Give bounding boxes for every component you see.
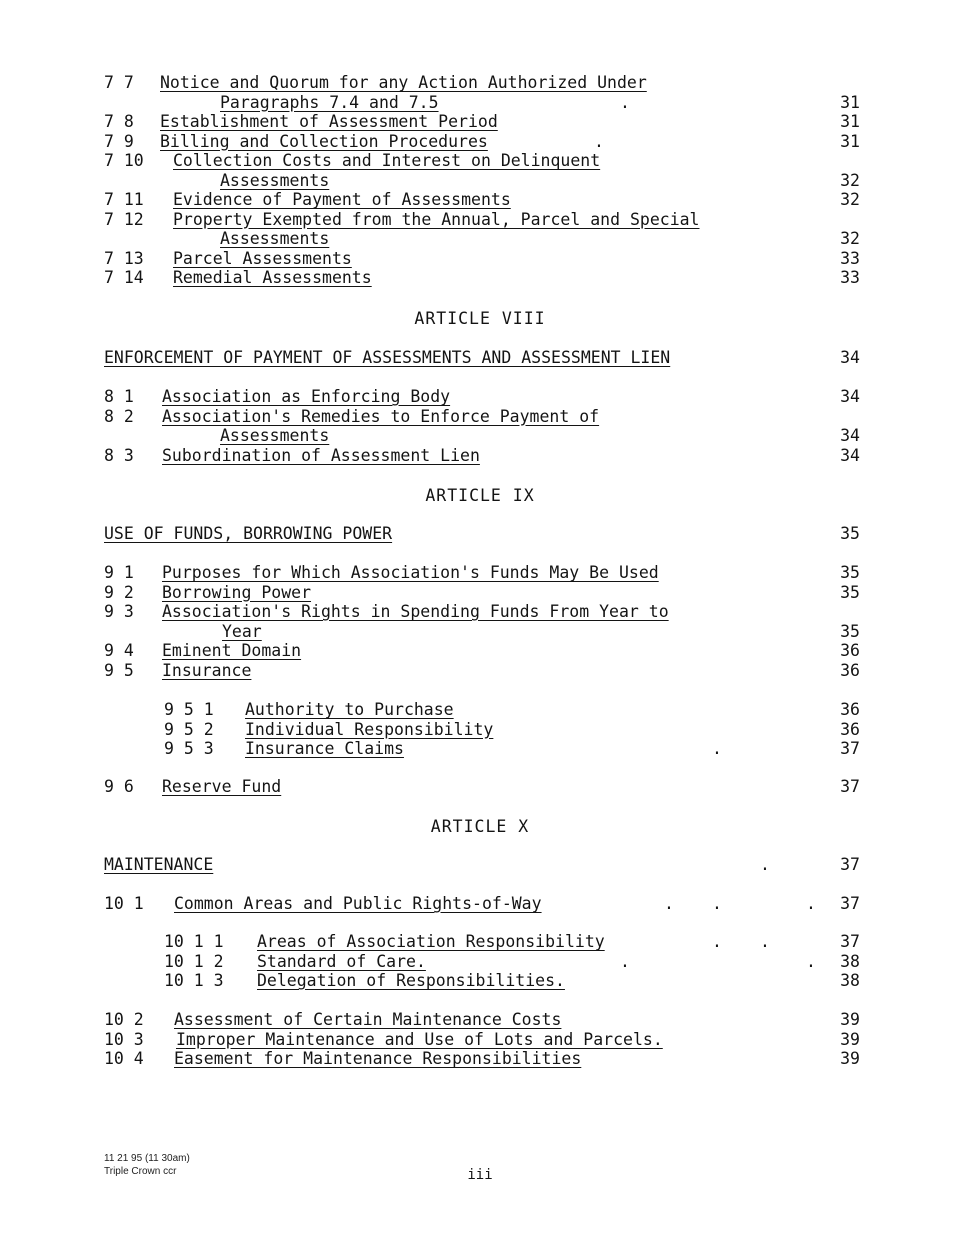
- toc-article-title: [0, 855, 960, 875]
- toc-entry-10-2: [0, 1010, 960, 1030]
- toc-title: Common Areas and Public Rights-of-Way: [174, 894, 542, 913]
- toc-common-areas-subentries: [0, 932, 960, 991]
- toc-reserve-fund: [0, 777, 960, 797]
- toc-entry-9-2: [0, 583, 960, 603]
- toc-title: Individual Responsibility: [245, 719, 494, 739]
- leader-dot: .: [806, 951, 816, 971]
- toc-entry-10-1: [0, 894, 960, 914]
- toc-page: 35: [840, 582, 860, 602]
- leader-dot: .: [760, 932, 770, 951]
- toc-article-title: [0, 524, 960, 544]
- toc-page: 33: [840, 248, 860, 268]
- toc-title-continued: Assessments: [220, 229, 330, 248]
- toc-number: 10 1 1: [164, 932, 224, 951]
- toc-page: 37: [840, 932, 860, 951]
- toc-number: 10 4: [104, 1049, 144, 1068]
- toc-entry-9-5-2: [0, 720, 960, 740]
- toc-title: Eminent Domain: [162, 641, 302, 660]
- toc-entry-7-13: [0, 249, 960, 269]
- toc-page: 34: [840, 387, 860, 406]
- toc-page: 32: [840, 229, 860, 248]
- toc-title: Reserve Fund: [162, 777, 282, 796]
- toc-title: Borrowing Power: [162, 582, 312, 602]
- toc-page: 37: [840, 894, 860, 913]
- toc-number: 9 2: [104, 582, 134, 602]
- toc-page: 37: [840, 739, 860, 758]
- toc-entry-7-12: [0, 210, 960, 230]
- toc-title: Evidence of Payment of Assessments: [173, 190, 511, 209]
- toc-page: 39: [840, 1010, 860, 1029]
- toc-number: 7 8: [104, 112, 134, 131]
- toc-title: Assessment of Certain Maintenance Costs: [174, 1010, 562, 1029]
- toc-entry-8-2: [0, 407, 960, 427]
- toc-title-continued: Assessments: [220, 426, 330, 445]
- toc-number: 7 10: [104, 151, 144, 170]
- toc-entry-9-4: [0, 641, 960, 661]
- article-title: USE OF FUNDS, BORROWING POWER: [104, 524, 393, 543]
- toc-title: Areas of Association Responsibility: [257, 932, 605, 951]
- toc-entry-9-5-3: [0, 739, 960, 759]
- toc-entry-9-5: [0, 661, 960, 681]
- leader-dot: .: [712, 894, 722, 913]
- toc-title: Subordination of Assessment Lien: [162, 445, 480, 465]
- toc-entry-10-1-1: [0, 932, 960, 952]
- article-title: ENFORCEMENT OF PAYMENT OF ASSESSMENTS AND ASSESSMENT LIEN: [104, 348, 671, 367]
- toc-title-continued: Paragraphs 7.4 and 7.5: [220, 92, 439, 112]
- toc-title: Authority to Purchase: [245, 700, 454, 719]
- toc-page: 33: [840, 268, 860, 287]
- toc-title: Improper Maintenance and Use of Lots and Parcels.: [176, 1029, 663, 1049]
- toc-page: 34: [840, 426, 860, 445]
- toc-article-x-entry-10-1: [0, 894, 960, 914]
- toc-number: 8 3: [104, 445, 134, 465]
- toc-article-vii-entries: [0, 73, 960, 288]
- toc-number: 9 5: [104, 660, 134, 680]
- toc-entry-7-14: [0, 268, 960, 288]
- toc-number: 9 6: [104, 777, 134, 796]
- toc-page: 37: [840, 777, 860, 796]
- toc-number: 7 12: [104, 209, 144, 229]
- leader-dot: .: [806, 894, 816, 913]
- toc-entry-8-2-cont: [0, 426, 960, 446]
- toc-page: 35: [840, 524, 860, 543]
- toc-entry-9-3: [0, 602, 960, 622]
- toc-insurance-subentries: [0, 700, 960, 759]
- toc-title: Remedial Assessments: [173, 268, 372, 287]
- toc-entry-7-10-cont: [0, 171, 960, 191]
- toc-number: 9 5 2: [164, 719, 214, 739]
- toc-title: Association's Rights in Spending Funds From Year to: [162, 602, 669, 621]
- leader-dot: .: [712, 739, 722, 758]
- article-heading-viii: ARTICLE VIII: [414, 309, 546, 328]
- toc-number: 7 9: [104, 131, 134, 151]
- toc-title: Insurance Claims: [245, 739, 404, 758]
- toc-page: 35: [840, 621, 860, 641]
- toc-page: 36: [840, 700, 860, 719]
- toc-page: 38: [840, 951, 860, 971]
- toc-page: 39: [840, 1049, 860, 1068]
- toc-title-continued: Assessments: [220, 170, 330, 190]
- toc-title: Standard of Care.: [257, 951, 426, 971]
- toc-entry-9-3-cont: [0, 622, 960, 642]
- toc-title-continued: Year: [222, 621, 262, 641]
- toc-entry-8-3: [0, 446, 960, 466]
- toc-number: 9 3: [104, 602, 134, 621]
- leader-dot: .: [712, 932, 722, 951]
- article-heading-ix: ARTICLE IX: [425, 486, 535, 505]
- page-number: iii: [467, 1167, 493, 1183]
- toc-title: Delegation of Responsibilities.: [257, 971, 565, 990]
- toc-page: 31: [840, 92, 860, 112]
- toc-entry-9-6: [0, 777, 960, 797]
- toc-entry-9-1: [0, 563, 960, 583]
- toc-number: 9 5 1: [164, 700, 214, 719]
- toc-entry-7-12-cont: [0, 229, 960, 249]
- toc-entry-7-7: [0, 73, 960, 93]
- toc-page: 36: [840, 719, 860, 739]
- leader-dot: .: [620, 951, 630, 971]
- toc-title: Insurance: [162, 660, 252, 680]
- toc-entry-10-1-3: [0, 971, 960, 991]
- toc-page: 31: [840, 131, 860, 151]
- leader-dot: .: [664, 894, 674, 913]
- toc-entry-10-4: [0, 1049, 960, 1069]
- toc-article-viii-entries: [0, 387, 960, 465]
- toc-page: 39: [840, 1029, 860, 1049]
- toc-title: Collection Costs and Interest on Delinquent: [173, 151, 601, 170]
- toc-article-viii-title: [0, 348, 960, 368]
- toc-page: 31: [840, 112, 860, 131]
- toc-article-ix-entries: [0, 563, 960, 680]
- toc-number: 10 1 2: [164, 951, 224, 971]
- stamp-date-line: 11 21 95 (11 30am): [104, 1153, 190, 1164]
- toc-title: Establishment of Assessment Period: [160, 112, 498, 131]
- stamp-file-line: Triple Crown ccr: [104, 1166, 177, 1177]
- toc-page: 34: [840, 348, 860, 367]
- toc-entry-8-1: [0, 387, 960, 407]
- leader-dot: .: [620, 92, 630, 112]
- toc-page: 32: [840, 170, 860, 190]
- article-heading-x: ARTICLE X: [430, 817, 530, 836]
- toc-page: 36: [840, 641, 860, 660]
- toc-entry-10-3: [0, 1030, 960, 1050]
- toc-entry-7-8: [0, 112, 960, 132]
- toc-number: 10 2: [104, 1010, 144, 1029]
- toc-entry-7-7-cont: [0, 93, 960, 113]
- toc-article-title: [0, 348, 960, 368]
- toc-number: 9 1: [104, 563, 134, 582]
- toc-title: Easement for Maintenance Responsibilities: [174, 1049, 582, 1068]
- toc-article-ix-title: [0, 524, 960, 544]
- toc-number: 7 7: [104, 73, 134, 92]
- article-title: MAINTENANCE: [104, 855, 214, 874]
- toc-number: 7 13: [104, 248, 144, 268]
- toc-title: Notice and Quorum for any Action Authorized Under: [160, 73, 647, 92]
- toc-number: 7 14: [104, 268, 144, 287]
- toc-page: 34: [840, 445, 860, 465]
- toc-number: 10 1 3: [164, 971, 224, 990]
- toc-entry-10-1-2: [0, 952, 960, 972]
- toc-number: 8 2: [104, 406, 134, 426]
- leader-dot: .: [594, 131, 604, 151]
- toc-entry-7-10: [0, 151, 960, 171]
- toc-title: Association's Remedies to Enforce Payment of: [162, 406, 600, 426]
- toc-number: 10 3: [104, 1029, 144, 1049]
- toc-page: 38: [840, 971, 860, 990]
- toc-number: 9 4: [104, 641, 134, 660]
- toc-page: 36: [840, 660, 860, 680]
- toc-number: 9 5 3: [164, 739, 214, 758]
- toc-title: Parcel Assessments: [173, 248, 352, 268]
- toc-title: Purposes for Which Association's Funds May Be Used: [162, 563, 659, 582]
- toc-entry-9-5-1: [0, 700, 960, 720]
- toc-title: Billing and Collection Procedures: [160, 131, 488, 151]
- toc-article-x-title: [0, 855, 960, 875]
- toc-page: 32: [840, 190, 860, 209]
- toc-page: 37: [840, 855, 860, 874]
- leader-dot: .: [760, 855, 770, 874]
- toc-entry-7-11: [0, 190, 960, 210]
- toc-page: 35: [840, 563, 860, 582]
- toc-entry-7-9: [0, 132, 960, 152]
- toc-number: 8 1: [104, 387, 134, 406]
- toc-title: Association as Enforcing Body: [162, 387, 451, 406]
- toc-number: 7 11: [104, 190, 144, 209]
- toc-title: Property Exempted from the Annual, Parcel and Special: [173, 209, 700, 229]
- toc-article-x-entries: [0, 1010, 960, 1069]
- toc-number: 10 1: [104, 894, 144, 913]
